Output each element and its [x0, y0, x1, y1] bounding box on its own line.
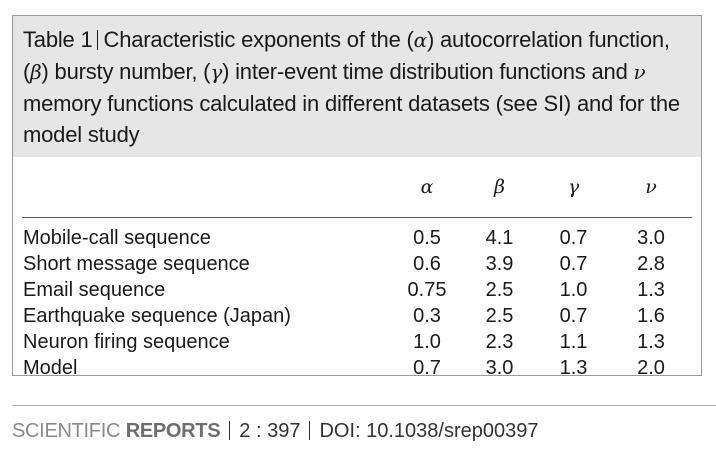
- alpha-value: 0.6: [413, 252, 441, 275]
- row-label: Short message sequence: [23, 252, 250, 275]
- beta-value: 4.1: [485, 226, 514, 249]
- caption-symbol-nu: ν: [633, 60, 646, 84]
- beta-value: 3.0: [485, 356, 514, 379]
- table-row: [22, 329, 692, 355]
- header-alpha: α: [420, 176, 434, 198]
- header-label-column: [22, 171, 392, 203]
- alpha-value: 1.0: [413, 330, 441, 353]
- caption-symbol-gamma: γ: [210, 60, 223, 84]
- caption-symbol-alpha: α: [413, 28, 427, 52]
- table-row: [22, 251, 692, 277]
- row-label: Email sequence: [23, 278, 166, 301]
- volume-page: 2 : 397: [239, 420, 301, 442]
- table-row: [22, 355, 692, 381]
- footer-separator: [229, 421, 230, 440]
- caption-text-5: memory functions calculated in different datasets (see SI) and for the model study: [23, 91, 680, 147]
- row-label: Model: [23, 356, 78, 379]
- gamma-value: 0.7: [559, 226, 588, 249]
- journal-name-part1: SCIENTIFIC: [12, 420, 121, 442]
- gamma-value: 1.0: [559, 278, 588, 301]
- alpha-value: 0.75: [407, 278, 447, 301]
- caption-text-3: ) bursty number, (: [41, 59, 211, 84]
- caption-separator: [97, 30, 98, 50]
- beta-value: 2.5: [485, 304, 514, 327]
- header-rule: [22, 203, 692, 218]
- table-box: [12, 15, 702, 379]
- alpha-value: 0.7: [413, 356, 441, 379]
- beta-value: 3.9: [485, 252, 514, 275]
- exponents-table: [22, 171, 692, 381]
- beta-value: 2.3: [485, 330, 514, 353]
- header-beta: β: [494, 176, 505, 198]
- gamma-value: 0.7: [559, 252, 588, 275]
- alpha-value: 0.5: [413, 226, 441, 249]
- nu-value: 2.0: [637, 356, 665, 379]
- nu-value: 2.8: [637, 252, 665, 275]
- doi-text: DOI: 10.1038/srep00397: [319, 420, 539, 442]
- row-label: Neuron firing sequence: [23, 330, 230, 353]
- gamma-value: 0.7: [559, 304, 588, 327]
- beta-value: 2.5: [485, 278, 514, 301]
- row-label: Mobile-call sequence: [23, 226, 211, 249]
- header-nu: ν: [645, 176, 657, 198]
- footer-divider: [12, 405, 716, 406]
- journal-name-part2: REPORTS: [125, 420, 221, 442]
- footer-separator: [309, 421, 310, 440]
- row-label: Earthquake sequence (Japan): [23, 304, 291, 327]
- table-row: [22, 303, 692, 329]
- table-row: [22, 277, 692, 303]
- caption-symbol-beta: β: [30, 60, 42, 84]
- alpha-value: 0.3: [413, 304, 441, 327]
- gamma-value: 1.3: [559, 356, 588, 379]
- table-label: Table 1: [23, 27, 93, 52]
- table-row: [22, 225, 692, 251]
- caption-text-4: ) inter-event time distribution functions and: [222, 59, 634, 84]
- caption-text-2: ) autocorrelation function, (: [23, 27, 670, 84]
- nu-value: 1.3: [637, 330, 665, 353]
- table-caption: [13, 16, 701, 157]
- nu-value: 3.0: [637, 226, 665, 249]
- header-gamma: γ: [567, 176, 580, 198]
- nu-value: 1.6: [637, 304, 665, 327]
- gamma-value: 1.1: [559, 330, 588, 353]
- caption-text-1: Characteristic exponents of the (: [103, 27, 414, 52]
- nu-value: 1.3: [637, 278, 665, 301]
- table-header-row: [22, 171, 692, 203]
- page-footer: [12, 418, 539, 444]
